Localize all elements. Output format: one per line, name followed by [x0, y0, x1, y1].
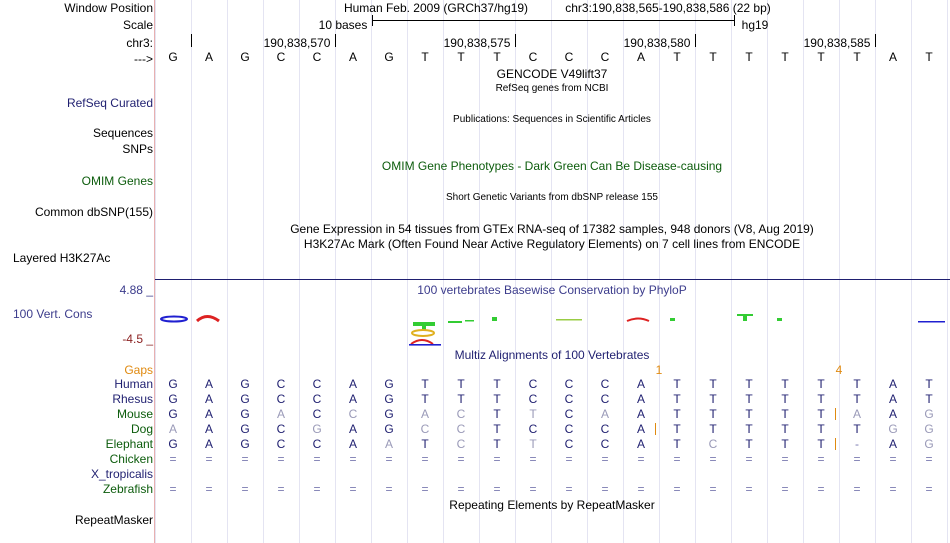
aligned-base: G [312, 422, 322, 436]
aligned-base: C [600, 437, 610, 451]
aligned-base: G [384, 392, 394, 406]
aligned-base: T [493, 407, 501, 421]
position-label: chr3:190,838,565-190,838,586 (22 bp) [565, 1, 771, 15]
aligned-base: = [745, 452, 753, 466]
aligned-base: T [457, 392, 465, 406]
species-label[interactable]: Human [114, 377, 153, 391]
aligned-base: T [781, 407, 789, 421]
reference-base: G [168, 50, 178, 64]
coordinate-tick-mark [335, 34, 336, 47]
aligned-base: A [348, 437, 357, 451]
reference-base: T [709, 50, 717, 64]
omim-track-title[interactable]: OMIM Gene Phenotypes - Dark Green Can Be Disease-causing [381, 159, 723, 173]
aligned-base: T [925, 377, 933, 391]
aligned-base: = [241, 482, 249, 496]
aligned-base: T [925, 392, 933, 406]
aligned-base: T [421, 437, 429, 451]
cons-bar-3 [492, 317, 497, 321]
aligned-base: A [636, 407, 645, 421]
reference-base: T [817, 50, 825, 64]
alignment-row [155, 422, 950, 436]
cons-logo-t-stem [422, 322, 426, 330]
aligned-base: C [564, 407, 574, 421]
aligned-base: T [529, 407, 537, 421]
aligned-base: = [421, 452, 429, 466]
aligned-base: A [276, 407, 285, 421]
aligned-base: G [240, 407, 250, 421]
aligned-base: = [529, 482, 537, 496]
aligned-base: = [889, 482, 897, 496]
aligned-base: G [384, 422, 394, 436]
reference-base: T [673, 50, 681, 64]
aligned-base: A [636, 437, 645, 451]
cons-logo-c [412, 330, 434, 336]
aligned-base: = [277, 482, 285, 496]
gap-count: 1 [655, 363, 663, 377]
aligned-base: C [708, 437, 718, 451]
aligned-base: T [493, 437, 501, 451]
scale-label: Scale [122, 18, 153, 32]
aligned-base: T [493, 392, 501, 406]
aligned-base: T [853, 392, 861, 406]
aligned-base: C [276, 437, 286, 451]
aligned-base: C [564, 422, 574, 436]
aligned-base: T [709, 377, 717, 391]
aligned-base: T [709, 392, 717, 406]
aligned-base: A [420, 407, 429, 421]
cons-logo-a2 [411, 340, 433, 344]
reference-sequence-row [155, 50, 950, 64]
cons-logo-a3 [627, 319, 649, 322]
aligned-base: T [817, 392, 825, 406]
aligned-base: = [313, 452, 321, 466]
gaps-row [155, 363, 950, 377]
aligned-base: G [924, 422, 934, 436]
aligned-base: G [168, 407, 178, 421]
reference-base: C [312, 50, 322, 64]
repeatmasker-track-label[interactable]: RepeatMasker [74, 513, 153, 527]
species-label[interactable]: Chicken [109, 452, 153, 466]
aligned-base: A [636, 392, 645, 406]
aligned-base: = [277, 452, 285, 466]
reference-base: C [564, 50, 574, 64]
aligned-base: = [709, 452, 717, 466]
aligned-base: G [384, 377, 394, 391]
aligned-base: = [637, 482, 645, 496]
aligned-base: A [204, 377, 213, 391]
aligned-base: T [745, 392, 753, 406]
aligned-base: T [817, 422, 825, 436]
aligned-base: = [493, 482, 501, 496]
aligned-base: A [888, 377, 897, 391]
gencode-track-title[interactable]: GENCODE V49lift37 [496, 67, 608, 81]
aligned-base: G [924, 407, 934, 421]
aligned-base: = [457, 482, 465, 496]
dbsnp-track-label[interactable]: Common dbSNP(155) [34, 205, 153, 219]
cons-bar-6 [777, 318, 782, 321]
scale-bar [372, 20, 734, 21]
alignment-row [155, 482, 950, 496]
conservation-track-title[interactable]: 100 vertebrates Basewise Conservation by PhyloP [417, 283, 687, 297]
coordinate-tick-mark [191, 34, 192, 47]
cons-max-label: 4.88 _ [119, 283, 153, 297]
repeatmasker-track-title[interactable]: Repeating Elements by RepeatMasker [449, 498, 655, 512]
aligned-base: T [745, 377, 753, 391]
aligned-base: C [528, 422, 538, 436]
track-separator [155, 279, 950, 280]
species-label[interactable]: X_tropicalis [90, 467, 153, 481]
gtex-track-title[interactable]: Gene Expression in 54 tissues from GTEx RNA-seq of 17382 samples, 948 donors (V8, Aug 2019) [290, 222, 814, 236]
species-label[interactable]: Dog [130, 422, 153, 436]
conservation-logo-plot [155, 300, 950, 350]
aligned-base: T [817, 377, 825, 391]
reference-base: T [493, 50, 501, 64]
aligned-base: C [276, 392, 286, 406]
species-label[interactable]: Elephant [105, 437, 153, 451]
cons-bar-5 [670, 318, 675, 321]
sequences-track-label[interactable]: Sequences [92, 126, 153, 140]
cons-logo-a [197, 317, 219, 322]
aligned-base: = [457, 452, 465, 466]
aligned-base: C [564, 392, 574, 406]
reference-base: C [276, 50, 286, 64]
alignment-row [155, 437, 950, 451]
aligned-base: A [852, 407, 861, 421]
aligned-base: = [781, 482, 789, 496]
aligned-base: T [709, 422, 717, 436]
gaps-label[interactable]: Gaps [124, 363, 153, 377]
scale-bar-text: 10 bases [318, 18, 368, 32]
assembly-label: Human Feb. 2009 (GRCh37/hg19) [343, 1, 529, 15]
track-label-column [0, 0, 153, 543]
aligned-base: = [421, 482, 429, 496]
aligned-base: T [673, 437, 681, 451]
alignment-row [155, 407, 950, 421]
aligned-base: T [781, 392, 789, 406]
reference-base: T [853, 50, 861, 64]
aligned-base: A [204, 437, 213, 451]
aligned-base: G [924, 437, 934, 451]
aligned-base: = [889, 452, 897, 466]
window-position-label: Window Position [64, 1, 153, 15]
aligned-base: = [673, 482, 681, 496]
aligned-base: - [855, 437, 859, 451]
aligned-base: C [312, 377, 322, 391]
aligned-base: T [817, 407, 825, 421]
coordinate-tick-mark [695, 34, 696, 47]
aligned-base: = [745, 482, 753, 496]
coordinate-tick-label: 190,838,585 [803, 36, 871, 50]
cons-min-label: -4.5 _ [122, 332, 153, 346]
reference-base: T [781, 50, 789, 64]
aligned-base: G [168, 437, 178, 451]
aligned-base: A [204, 407, 213, 421]
chrom-label: chr3: [126, 36, 153, 50]
aligned-base: = [205, 482, 213, 496]
aligned-base: C [564, 437, 574, 451]
aligned-base: C [528, 392, 538, 406]
aligned-base: G [240, 422, 250, 436]
aligned-base: = [169, 452, 177, 466]
coordinate-tick-label: 190,838,580 [623, 36, 691, 50]
aligned-base: T [673, 392, 681, 406]
aligned-base: = [529, 452, 537, 466]
reference-base: G [384, 50, 394, 64]
omim-track-label[interactable]: OMIM Genes [81, 174, 153, 188]
aligned-base: T [745, 407, 753, 421]
cons-bar-4 [556, 319, 582, 321]
cons-logo-g [161, 317, 187, 322]
h3k27ac-track-title[interactable]: H3K27Ac Mark (Often Found Near Active Regulatory Elements) on 7 cell lines from ENCODE [303, 237, 801, 251]
aligned-base: T [493, 422, 501, 436]
aligned-base: A [168, 422, 177, 436]
aligned-base: C [564, 377, 574, 391]
track-image-area[interactable] [155, 0, 950, 543]
aligned-base: T [673, 407, 681, 421]
aligned-base: T [745, 422, 753, 436]
aligned-base: T [781, 437, 789, 451]
reference-base: C [600, 50, 610, 64]
h3k27ac-track-label[interactable]: Layered H3K27Ac [13, 251, 111, 265]
aligned-base: C [600, 377, 610, 391]
coordinate-tick-mark [875, 34, 876, 47]
gap-count: 4 [835, 363, 843, 377]
aligned-base: A [204, 422, 213, 436]
aligned-base: = [817, 482, 825, 496]
species-label[interactable]: Zebrafish [102, 482, 153, 496]
reference-base: A [204, 50, 213, 64]
aligned-base: C [348, 407, 358, 421]
aligned-base: A [348, 422, 357, 436]
aligned-base: = [205, 452, 213, 466]
aligned-base: C [276, 377, 286, 391]
aligned-base: T [457, 377, 465, 391]
cons-bar-1 [448, 321, 462, 323]
aligned-base: = [925, 452, 933, 466]
aligned-base: C [312, 437, 322, 451]
alignment-row [155, 452, 950, 466]
aligned-base: = [601, 482, 609, 496]
aligned-base: = [241, 452, 249, 466]
aligned-base: = [925, 482, 933, 496]
aligned-base: = [385, 482, 393, 496]
aligned-base: A [600, 407, 609, 421]
species-label[interactable]: Mouse [116, 407, 153, 421]
aligned-base: = [565, 482, 573, 496]
aligned-base: T [529, 437, 537, 451]
insertion-marker [835, 438, 836, 450]
aligned-base: A [384, 437, 393, 451]
aligned-base: A [636, 377, 645, 391]
scale-bar-right-end [734, 15, 735, 26]
publications-track-title[interactable]: Publications: Sequences in Scientific Articles [453, 114, 651, 125]
reference-base: G [240, 50, 250, 64]
aligned-base: G [384, 407, 394, 421]
aligned-base: A [204, 392, 213, 406]
aligned-base: = [853, 452, 861, 466]
aligned-base: = [781, 452, 789, 466]
reference-base: T [457, 50, 465, 64]
aligned-base: A [888, 407, 897, 421]
aligned-base: = [565, 452, 573, 466]
aligned-base: A [888, 392, 897, 406]
aligned-base: = [817, 452, 825, 466]
aligned-base: A [888, 437, 897, 451]
cons-bar-7 [918, 321, 945, 323]
reference-base: T [925, 50, 933, 64]
aligned-base: C [528, 377, 538, 391]
refseq-track-desc: RefSeq genes from NCBI [495, 83, 609, 94]
db-label: hg19 [741, 18, 769, 32]
species-label[interactable]: Rhesus [112, 392, 153, 406]
aligned-base: C [312, 407, 322, 421]
aligned-base: T [709, 407, 717, 421]
aligned-base: = [493, 452, 501, 466]
snps-track-label[interactable]: SNPs [122, 142, 153, 156]
aligned-base: G [240, 377, 250, 391]
aligned-base: = [601, 452, 609, 466]
aligned-base: C [456, 437, 466, 451]
aligned-base: T [673, 422, 681, 436]
alignment-row [155, 467, 950, 481]
aligned-base: = [385, 452, 393, 466]
aligned-base: C [600, 392, 610, 406]
dbsnp-track-desc: Short Genetic Variants from dbSNP release 155 [446, 192, 658, 203]
aligned-base: G [168, 392, 178, 406]
aligned-base: C [456, 407, 466, 421]
coordinate-tick-label: 190,838,575 [443, 36, 511, 50]
reference-base: A [348, 50, 357, 64]
insertion-marker [655, 423, 656, 435]
aligned-base: G [168, 377, 178, 391]
aligned-base: T [493, 377, 501, 391]
cons-logo-g2 [409, 344, 441, 346]
multiz-track-title[interactable]: Multiz Alignments of 100 Vertebrates [454, 348, 650, 362]
coordinate-tick-label: 190,838,570 [263, 36, 331, 50]
alignment-row [155, 377, 950, 391]
reference-base: A [636, 50, 645, 64]
strand-arrow-label[interactable]: ---> [134, 52, 153, 66]
aligned-base: = [349, 482, 357, 496]
aligned-base: T [853, 422, 861, 436]
aligned-base: C [456, 422, 466, 436]
aligned-base: A [348, 377, 357, 391]
alignment-row [155, 392, 950, 406]
aligned-base: T [745, 437, 753, 451]
aligned-base: = [349, 452, 357, 466]
aligned-base: T [781, 377, 789, 391]
aligned-base: T [853, 377, 861, 391]
reference-base: C [528, 50, 538, 64]
aligned-base: T [421, 392, 429, 406]
aligned-base: = [673, 452, 681, 466]
aligned-base: C [600, 422, 610, 436]
aligned-base: G [240, 437, 250, 451]
aligned-base: G [240, 392, 250, 406]
aligned-base: = [637, 452, 645, 466]
aligned-base: G [888, 422, 898, 436]
reference-base: A [888, 50, 897, 64]
aligned-base: T [673, 377, 681, 391]
aligned-base: T [421, 377, 429, 391]
insertion-marker [835, 408, 836, 420]
aligned-base: = [853, 482, 861, 496]
cons-logo-t2-stem [743, 314, 747, 321]
reference-base: T [745, 50, 753, 64]
aligned-base: = [169, 482, 177, 496]
aligned-base: T [817, 437, 825, 451]
cons-track-label[interactable]: 100 Vert. Cons [13, 307, 93, 321]
aligned-base: C [276, 422, 286, 436]
aligned-base: A [348, 392, 357, 406]
aligned-base: = [709, 482, 717, 496]
aligned-base: A [636, 422, 645, 436]
cons-bar-2 [465, 320, 474, 322]
reference-base: T [421, 50, 429, 64]
aligned-base: C [312, 392, 322, 406]
aligned-base: = [313, 482, 321, 496]
coordinate-tick-mark [515, 34, 516, 47]
aligned-base: T [781, 422, 789, 436]
aligned-base: C [420, 422, 430, 436]
refseq-track-label[interactable]: RefSeq Curated [66, 96, 153, 110]
